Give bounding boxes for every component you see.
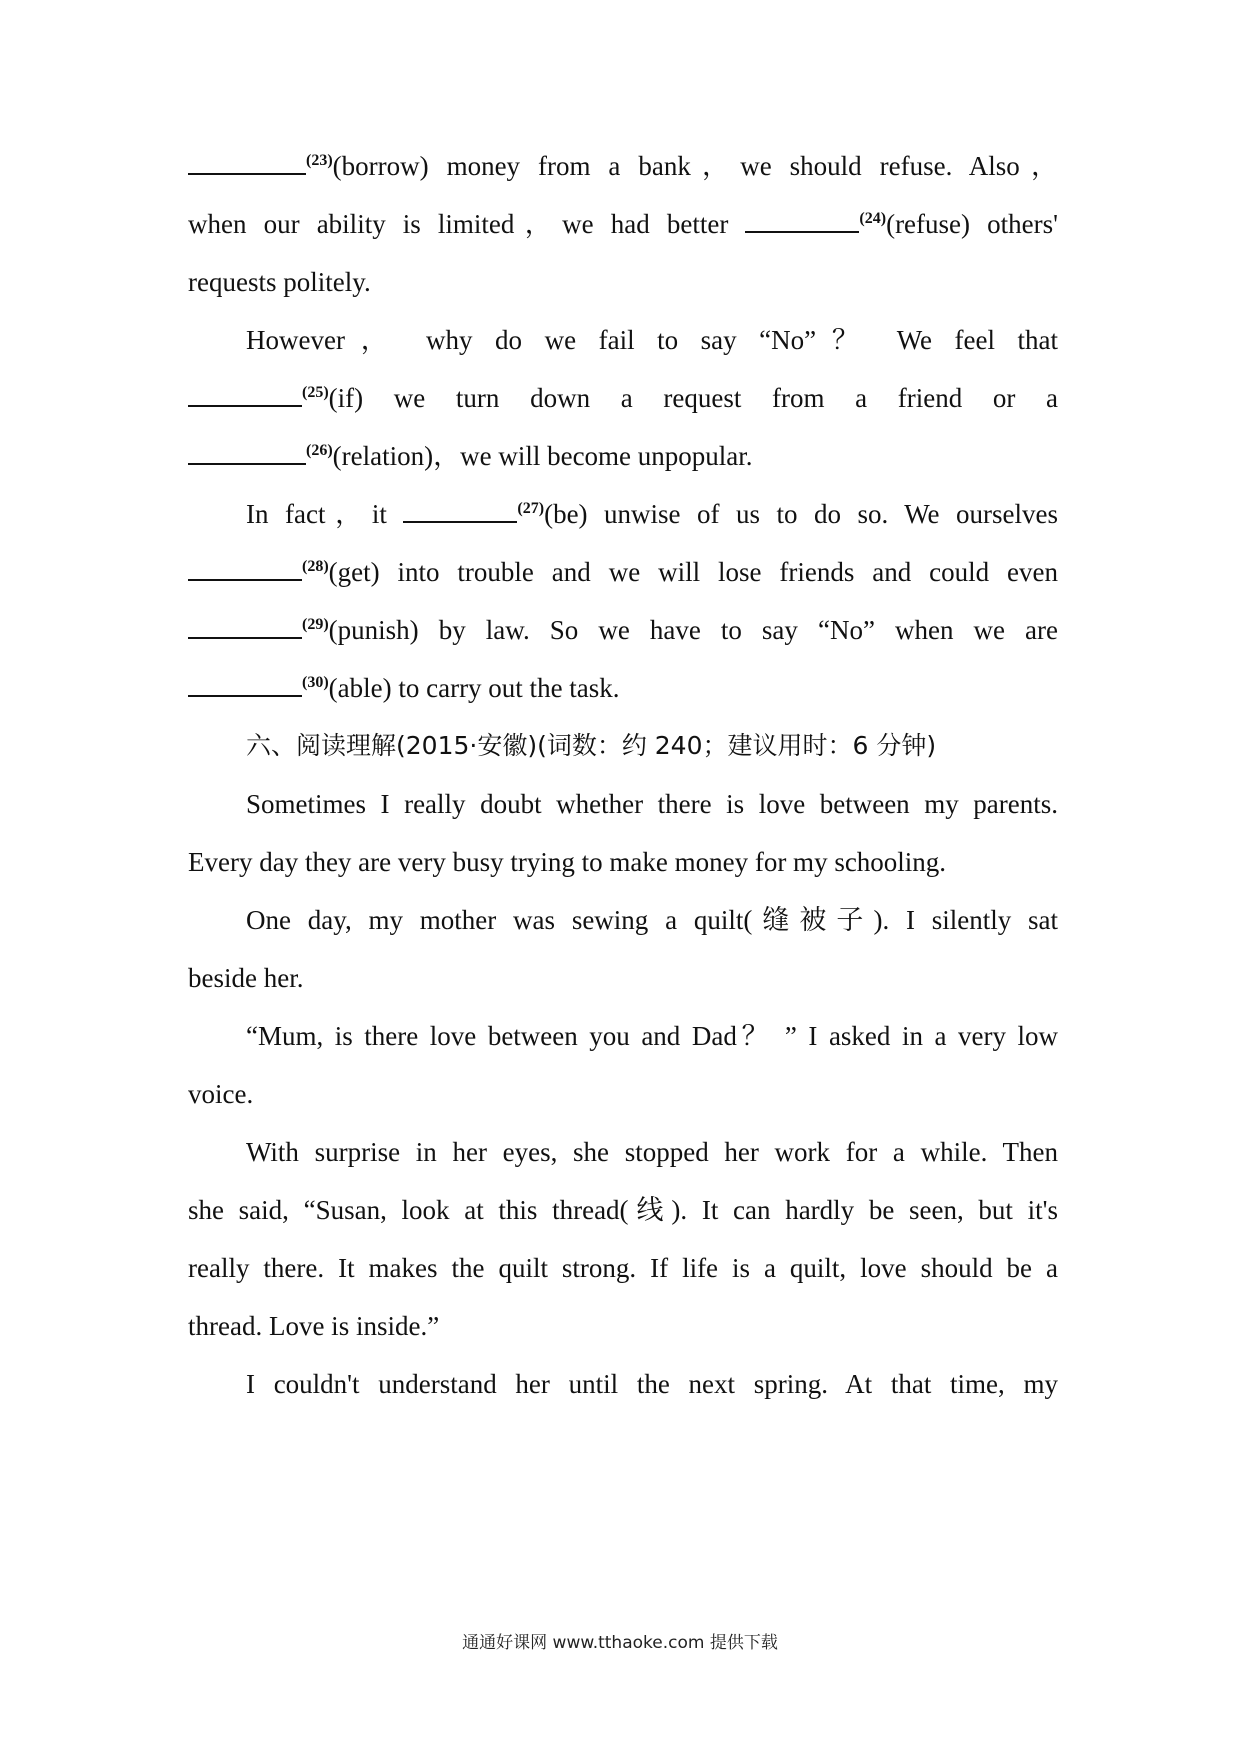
blank-number-29: (29) — [302, 616, 329, 633]
exercise-line-7: In fact，it $^{(27)}$(be) unwise of us to do so. We ourselves — [246, 499, 1058, 529]
passage-p3-line-2: voice. — [188, 1079, 254, 1109]
blank-number-27: (27) — [517, 500, 545, 517]
blank-26 — [188, 441, 306, 465]
exercise-line-9: $^{(29)}$(punish) by law. So we have to say “No” when we are — [188, 610, 1058, 650]
blank-23 — [188, 151, 306, 175]
blank-25 — [188, 383, 302, 407]
exercise-line-5: $^{(25)}$(if) we turn down a request from a friend or a — [188, 378, 1058, 418]
exercise-line-8: $^{(28)}$(get) into trouble and we will lose friends and could even — [188, 552, 1058, 592]
blank-28 — [188, 557, 302, 581]
blank-29 — [188, 615, 302, 639]
exercise-line-3: requests politely. — [188, 267, 371, 297]
passage-p4-line-1: With surprise in her eyes, she stopped her work for a while. Then — [246, 1137, 1058, 1167]
blank-24 — [745, 209, 859, 233]
exercise-line-10: $^{(30)}$(able) to carry out the task. — [188, 668, 1058, 708]
passage-p4-line-2: she said, “Susan, look at this thread(线). It can hardly be seen, but it's — [188, 1195, 1058, 1225]
blank-number-30: (30) — [302, 674, 329, 691]
section-heading: 六、阅读理解(2015·安徽)(词数：约 240；建议用时：6 分钟) — [246, 731, 937, 760]
blank-number-24: (24) — [859, 210, 887, 227]
exercise-line-2: when our ability is limited，we had better $^{(24)}$(refuse) others' — [188, 209, 1058, 239]
passage-p4-line-4: thread. Love is inside.” — [188, 1311, 440, 1341]
passage-p1-line-1: Sometimes I really doubt whether there is love between my parents. — [246, 789, 1058, 819]
exercise-line-4: However， why do we fail to say “No”？ We feel that — [246, 325, 1058, 355]
passage-p2-line-1: One day, my mother was sewing a quilt(缝被子). I silently sat — [246, 905, 1058, 935]
passage-p4-line-3: really there. It makes the quilt strong. If life is a quilt, love should be a — [188, 1253, 1058, 1283]
exercise-line-1: $^{(23)}$(borrow) money from a bank，we should refuse. Also， — [188, 146, 1058, 186]
blank-number-28: (28) — [302, 558, 329, 575]
blank-30 — [188, 673, 302, 697]
blank-number-26: (26) — [306, 442, 333, 459]
page-footer: 通通好课网 www.tthaoke.com 提供下载 — [462, 1633, 778, 1653]
blank-27 — [403, 499, 517, 523]
passage-p3-line-1: “Mum, is there love between you and Dad？ ” I asked in a very low — [246, 1021, 1058, 1051]
passage-p2-line-2: beside her. — [188, 963, 304, 993]
blank-number-23: (23) — [306, 152, 333, 169]
passage-p1-line-2: Every day they are very busy trying to make money for my schooling. — [188, 847, 947, 877]
exercise-line-6: $^{(26)}$(relation)，we will become unpopular. — [188, 436, 1058, 476]
passage-p5-line-1: I couldn't understand her until the next spring. At that time, my — [246, 1369, 1058, 1399]
blank-number-25: (25) — [302, 384, 329, 401]
